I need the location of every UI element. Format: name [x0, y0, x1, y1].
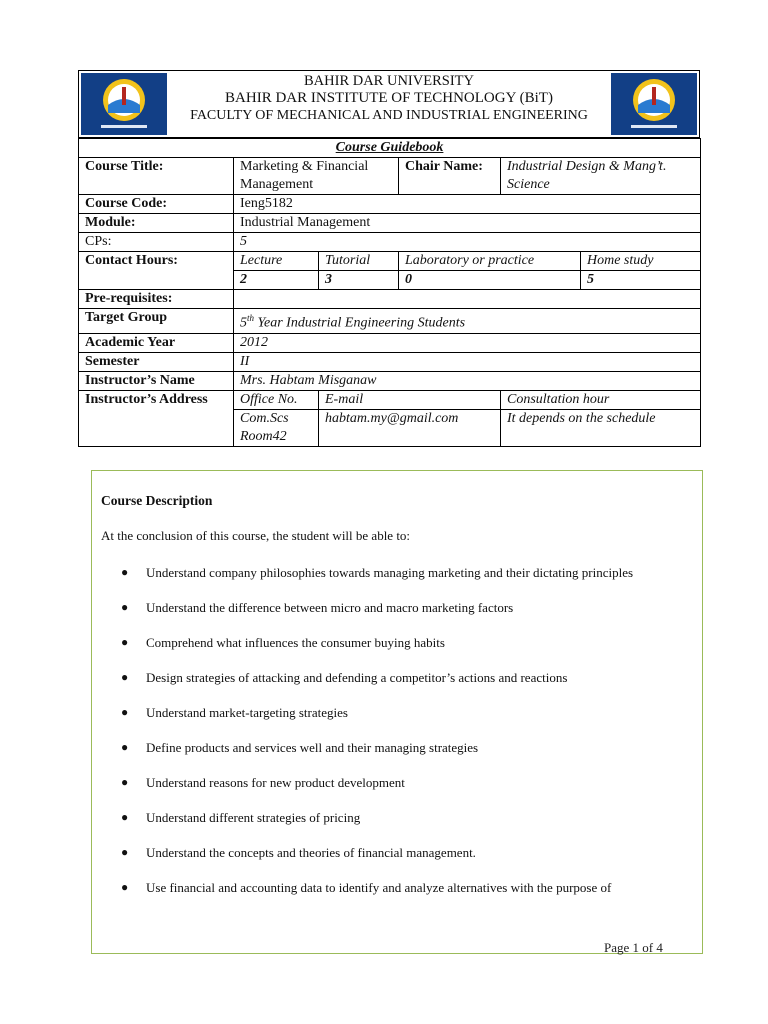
list-item: ● Understand company philosophies towards managing marketing and their dictating principles [101, 555, 692, 590]
faculty-name: FACULTY OF MECHANICAL AND INDUSTRIAL ENGINEERING [190, 108, 588, 123]
contact-hours-label: Contact Hours: [79, 252, 234, 290]
home-study-label: Home study [581, 252, 701, 271]
course-description-heading: Course Description [101, 493, 213, 508]
prerequisites-label: Pre-requisites: [79, 290, 234, 309]
guidebook-title: Course Guidebook [79, 139, 701, 158]
bullet-icon: ● [121, 565, 129, 579]
learning-outcomes-list [101, 555, 692, 905]
university-logo-left [81, 73, 167, 135]
bullet-icon: ● [121, 845, 129, 859]
list-item: ● Define products and services well and their managing strategies [101, 730, 692, 765]
course-title-label: Course Title: [79, 158, 234, 195]
academic-year-label: Academic Year [79, 333, 234, 352]
university-logo-right [611, 73, 697, 135]
bullet-icon: ● [121, 810, 129, 824]
email-label: E-mail [319, 390, 501, 409]
office-label: Office No. [234, 390, 319, 409]
target-group-value: 5th Year Industrial Engineering Students [234, 309, 701, 334]
instructor-address-label: Instructor’s Address [79, 390, 234, 446]
course-info-table [78, 138, 701, 447]
course-description-intro: At the conclusion of this course, the student will be able to: [101, 528, 411, 543]
course-code-label: Course Code: [79, 195, 234, 214]
semester-label: Semester [79, 352, 234, 371]
list-item: ● Understand the concepts and theories of financial management. [101, 835, 692, 870]
instructor-name-label: Instructor’s Name [79, 371, 234, 390]
chair-name-value: Industrial Design & Mang’t. Science [501, 158, 701, 195]
lab-label: Laboratory or practice [399, 252, 581, 271]
lecture-hours: 2 [234, 271, 319, 290]
course-description-box [91, 470, 703, 954]
cps-label: CPs: [79, 233, 234, 252]
bullet-icon: ● [121, 670, 129, 684]
bullet-icon: ● [121, 775, 129, 789]
instructor-name-value: Mrs. Habtam Misganaw [234, 371, 701, 390]
university-name: BAHIR DAR UNIVERSITY [304, 73, 474, 89]
bullet-icon: ● [121, 740, 129, 754]
office-value: Com.Scs Room42 [234, 409, 319, 446]
bullet-icon: ● [121, 600, 129, 614]
semester-value: II [234, 352, 701, 371]
email-value: habtam.my@gmail.com [319, 409, 501, 446]
academic-year-value: 2012 [234, 333, 701, 352]
list-item: ● Understand reasons for new product development [101, 765, 692, 800]
course-code-value: Ieng5182 [234, 195, 701, 214]
chair-name-label: Chair Name: [399, 158, 501, 195]
module-label: Module: [79, 214, 234, 233]
tutorial-label: Tutorial [319, 252, 399, 271]
cps-value: 5 [234, 233, 701, 252]
lab-hours: 0 [399, 271, 581, 290]
bullet-icon: ● [121, 635, 129, 649]
target-group-label: Target Group [79, 309, 234, 334]
institute-name: BAHIR DAR INSTITUTE OF TECHNOLOGY (BiT) [225, 90, 553, 106]
home-study-hours: 5 [581, 271, 701, 290]
bullet-icon: ● [121, 705, 129, 719]
bullet-icon: ● [121, 880, 129, 894]
lecture-label: Lecture [234, 252, 319, 271]
list-item: ● Use financial and accounting data to identify and analyze alternatives with the purpose of [101, 870, 692, 905]
consultation-label: Consultation hour [501, 390, 701, 409]
course-title-value: Marketing & Financial Management [234, 158, 399, 195]
tutorial-hours: 3 [319, 271, 399, 290]
document-header [78, 70, 700, 138]
list-item: ● Understand different strategies of pricing [101, 800, 692, 835]
list-item: ● Understand market-targeting strategies [101, 695, 692, 730]
page-number: Page 1 of 4 [604, 940, 663, 955]
list-item: ● Design strategies of attacking and defending a competitor’s actions and reactions [101, 660, 692, 695]
list-item: ● Comprehend what influences the consumer buying habits [101, 625, 692, 660]
list-item: ● Understand the difference between micro and macro marketing factors [101, 590, 692, 625]
consultation-value: It depends on the schedule [501, 409, 701, 446]
module-value: Industrial Management [234, 214, 701, 233]
prerequisites-value [234, 290, 701, 309]
